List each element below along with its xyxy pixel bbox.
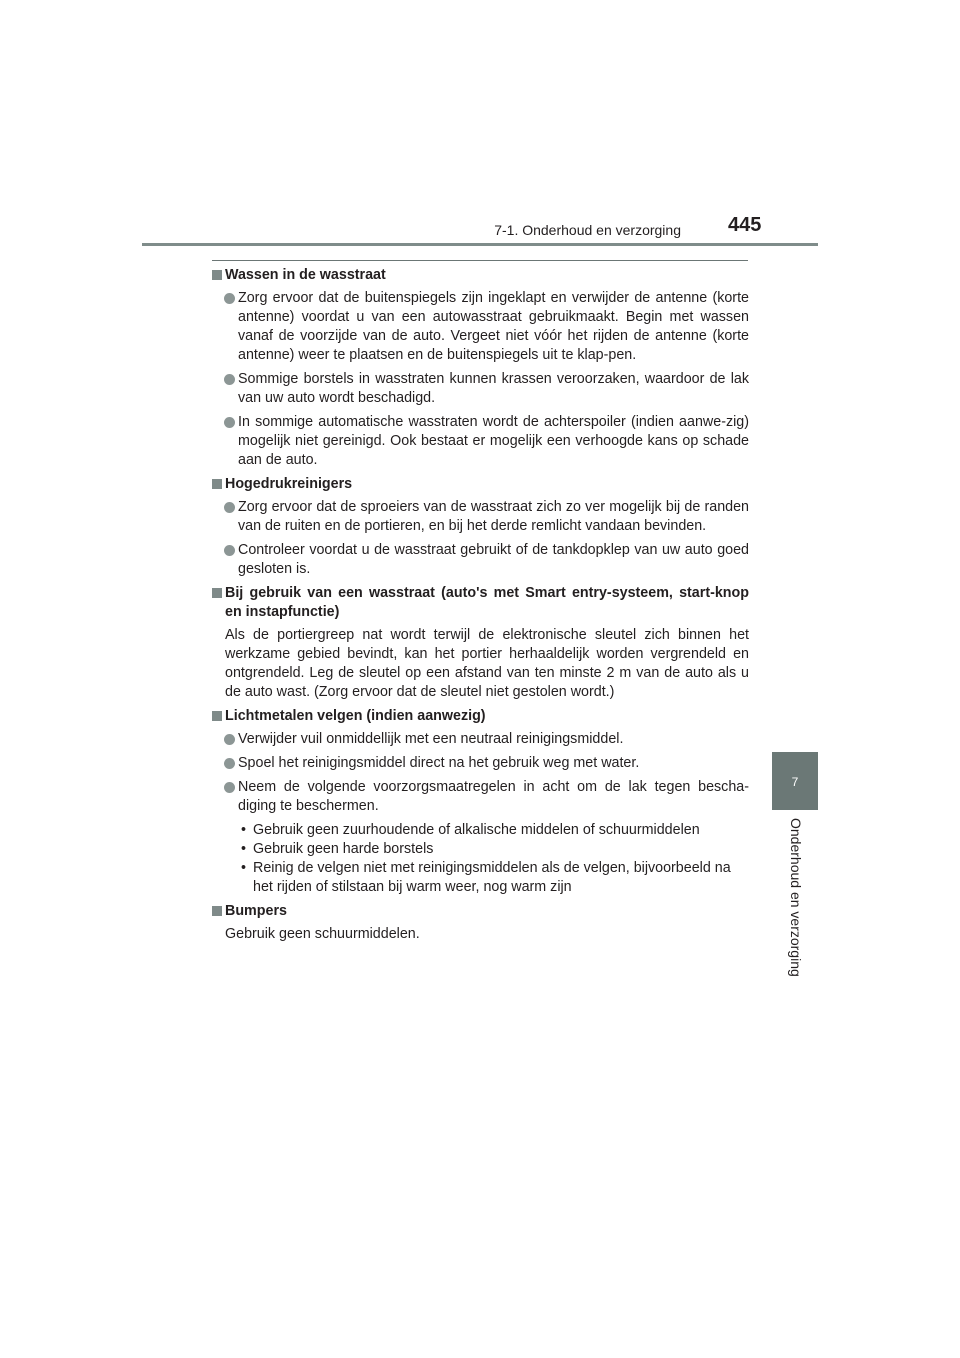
section-title: Wassen in de wasstraat [225,267,386,283]
bullet-item [212,541,749,579]
square-bullet-icon [212,711,222,721]
round-bullet-icon [224,782,235,793]
page-number: 445 [728,214,762,236]
section-heading-bumpers [212,902,749,921]
bullet-item [212,778,749,816]
section-heading-hogedruk [212,475,749,494]
header-divider [142,243,818,246]
bullet-item [212,370,749,408]
sub-item-text: Gebruik geen zuurhoudende of alkalische middelen of schuurmiddelen [253,822,700,838]
section-title: Bij gebruik van een wasstraat (auto's met Smart entry-systeem, start-knop en instapfunctie) [225,585,749,620]
bullet-item [212,289,749,365]
page-header [0,0,960,250]
sub-item-text: Gebruik geen harde borstels [253,841,434,857]
sub-item-text: Reinig de velgen niet met reinigingsmiddelen als de velgen, bijvoorbeeld na het rijden of stilstaan bij warm weer, nog warm zijn [253,860,731,895]
square-bullet-icon [212,270,222,280]
round-bullet-icon [224,734,235,745]
section-heading-wassen [212,266,749,285]
sub-list-item [238,840,749,859]
sub-list-item [238,821,749,840]
round-bullet-icon [224,293,235,304]
bullet-text: Verwijder vuil onmiddellijk met een neutraal reinigingsmiddel. [238,731,624,747]
section-title: Lichtmetalen velgen (indien aanwezig) [225,708,486,724]
section-paragraph: Als de portiergreep nat wordt terwijl de elektronische sleutel zich binnen het werkzame gebied bevindt, kan het portier herhaaldelijk worden vergrendeld en ontgrendeld. Leg de sleutel op een afstand van ten minste 2 m van de auto als u de auto wast. (Zorg ervoor dat de sleutel niet gestolen wordt.) [225,627,749,700]
section-paragraph: Gebruik geen schuurmiddelen. [225,926,420,942]
square-bullet-icon [212,588,222,598]
section-title: Hogedrukreinigers [225,476,353,492]
chapter-number: 7 [791,775,799,789]
bullet-text: Sommige borstels in wasstraten kunnen krassen veroorzaken, waardoor de lak van uw auto wordt beschadigd. [238,371,749,406]
bullet-text: Zorg ervoor dat de buitenspiegels zijn ingeklapt en verwijder de antenne (korte antenne) voordat u van een autowasstraat gebruikmaakt. Begin met wassen vanaf de voorzijde van de auto. Vergeet niet vóór het rijden de antenne (korte antenne) weer te plaatsen en de buitenspiegels uit te klap-pen. [238,290,749,363]
dot-bullet-icon: • [241,841,247,857]
sub-list-item [238,859,749,897]
bullet-text: Zorg ervoor dat de sproeiers van de wasstraat zich zo ver mogelijk bij de randen van de ruiten en de portieren, en bij het derde remlicht vandaan bevinden. [238,499,749,534]
bullet-text: Controleer voordat u de wasstraat gebruikt of de tankdopklep van uw auto goed gesloten is. [238,542,749,577]
page-content [212,266,749,949]
round-bullet-icon [224,502,235,513]
chapter-label: Onderhoud en verzorging [788,818,804,977]
bullet-item [212,498,749,536]
sub-list [212,821,749,897]
square-bullet-icon [212,906,222,916]
bullet-text: Spoel het reinigingsmiddel direct na het gebruik weg met water. [238,755,640,771]
header-section-title: 7-1. Onderhoud en verzorging [494,222,681,238]
bullet-item [212,754,749,773]
dot-bullet-icon: • [241,822,247,838]
round-bullet-icon [224,758,235,769]
section-heading-smartentry [212,584,749,622]
round-bullet-icon [224,545,235,556]
chapter-tab [772,752,818,810]
content-divider [212,260,748,261]
bullet-text: Neem de volgende voorzorgsmaatregelen in acht om de lak tegen bescha-diging te beschermen. [238,779,749,814]
square-bullet-icon [212,479,222,489]
section-heading-velgen [212,707,749,726]
bullet-item [212,730,749,749]
bullet-item [212,413,749,470]
round-bullet-icon [224,417,235,428]
dot-bullet-icon: • [241,860,247,876]
bullet-text: In sommige automatische wasstraten wordt de achterspoiler (indien aanwe-zig) mogelijk niet gereinigd. Ook bestaat er mogelijk een verhoogde kans op schade aan de auto. [238,414,749,468]
round-bullet-icon [224,374,235,385]
section-title: Bumpers [225,903,287,919]
